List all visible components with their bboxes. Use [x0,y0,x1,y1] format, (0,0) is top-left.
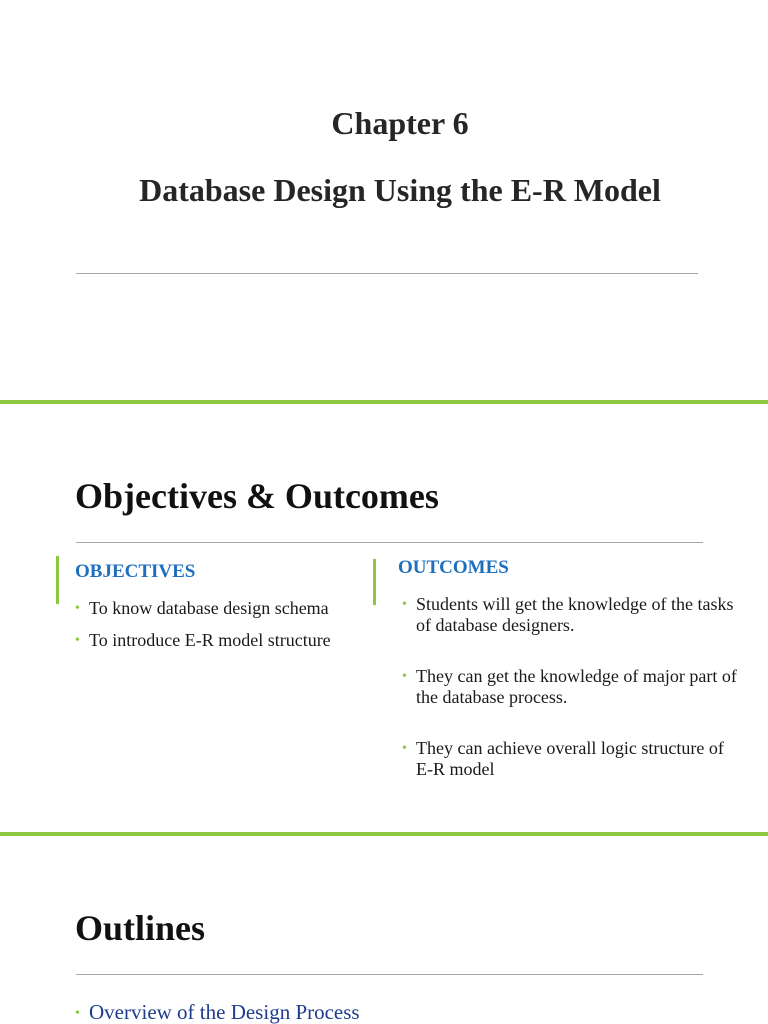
list-item: • Students will get the knowledge of the tasks of database designers. [402,594,734,635]
list-item[interactable] [75,1002,695,1023]
chapter-title: Chapter 6 [331,105,469,141]
outline-link-design-process[interactable]: Overview of the Design Process [89,1000,360,1024]
objectives-list [75,598,365,662]
heading-divider [76,542,703,543]
bullet-icon: • [75,1006,80,1021]
slide-title [0,0,768,400]
bullet-icon: • [75,601,80,616]
objectives-heading: OBJECTIVES [75,561,196,582]
objectives-accent-bar [56,556,59,604]
bullet-icon: • [402,669,407,684]
bullet-icon: • [402,741,407,756]
bullet-icon: • [402,597,407,612]
outcomes-accent-bar [373,559,376,605]
slide-outlines [0,836,768,1024]
outlines-list [75,1002,695,1023]
list-item: • They can achieve overall logic structure of E-R model [402,738,724,779]
list-item: • To introduce E-R model structure [75,630,331,650]
list-item: • To know database design schema [75,598,329,618]
outcomes-heading: OUTCOMES [398,557,509,578]
list-item: • They can get the knowledge of major part of the database process. [402,666,737,707]
outcomes-list [402,594,742,810]
objectives-outcomes-heading: Objectives & Outcomes [75,476,439,516]
outlines-divider [76,974,703,975]
chapter-subtitle: Database Design Using the E-R Model [139,172,661,208]
title-divider [76,273,698,274]
slide-objectives-outcomes [0,404,768,832]
outlines-heading: Outlines [75,908,206,948]
bullet-icon: • [75,633,80,648]
